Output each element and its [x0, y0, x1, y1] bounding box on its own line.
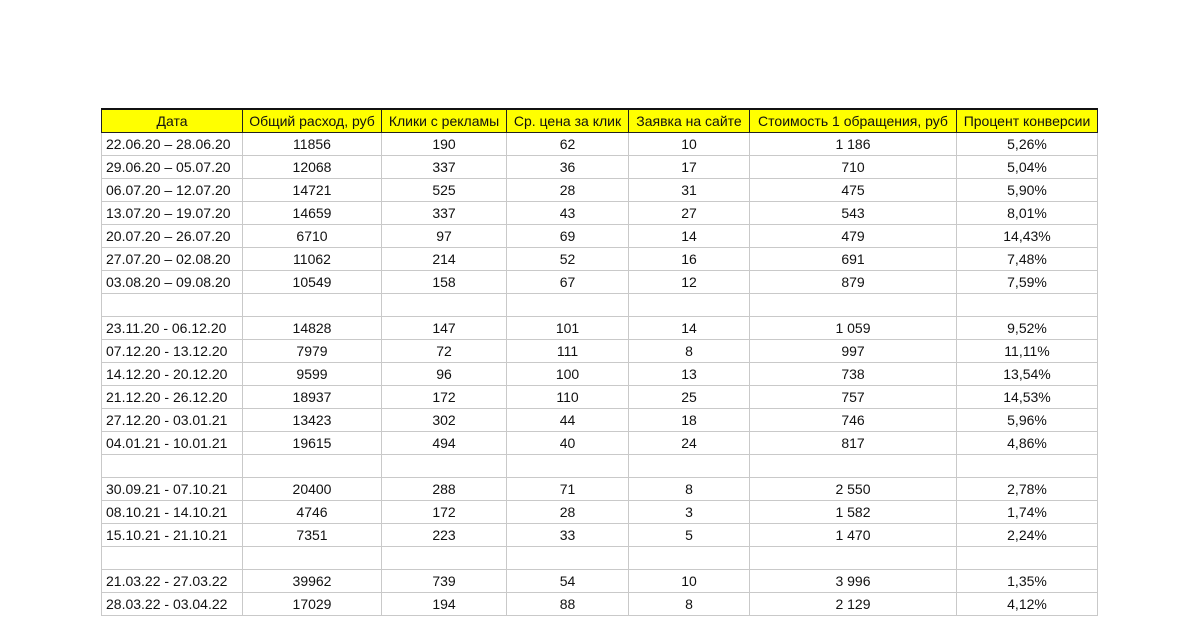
cost-per-request-cell[interactable]: 1 470	[750, 524, 957, 547]
site-requests-cell[interactable]: 10	[629, 570, 750, 593]
table-row	[102, 363, 1098, 386]
date-cell[interactable]: 04.01.21 - 10.01.21	[102, 432, 243, 455]
table-row	[102, 317, 1098, 340]
avg-click-price-cell[interactable]: 67	[507, 271, 629, 294]
date-cell[interactable]: 21.12.20 - 26.12.20	[102, 386, 243, 409]
cost-per-request-cell[interactable]: 879	[750, 271, 957, 294]
avg-click-price-cell[interactable]: 62	[507, 133, 629, 156]
ad-clicks-cell[interactable]: 739	[382, 570, 507, 593]
ad-clicks-cell[interactable]: 190	[382, 133, 507, 156]
date-cell[interactable]: 23.11.20 - 06.12.20	[102, 317, 243, 340]
total-spend-cell[interactable]: 12068	[243, 156, 382, 179]
avg-click-price-cell[interactable]	[507, 455, 629, 478]
date-cell[interactable]: 21.03.22 - 27.03.22	[102, 570, 243, 593]
cost-per-request-cell[interactable]: 710	[750, 156, 957, 179]
site-requests-cell[interactable]: 31	[629, 179, 750, 202]
avg-click-price-cell[interactable]: 111	[507, 340, 629, 363]
conversion-rate-cell[interactable]: 5,26%	[957, 133, 1098, 156]
conversion-rate-cell[interactable]	[957, 455, 1098, 478]
cost-per-request-cell[interactable]: 2 129	[750, 593, 957, 616]
table-row	[102, 593, 1098, 616]
ad-clicks-cell[interactable]: 223	[382, 524, 507, 547]
site-requests-cell[interactable]	[629, 547, 750, 570]
cost-per-request-cell[interactable]: 543	[750, 202, 957, 225]
site-requests-cell[interactable]: 14	[629, 317, 750, 340]
table-row	[102, 225, 1098, 248]
conversion-rate-cell[interactable]: 5,96%	[957, 409, 1098, 432]
site-requests-cell[interactable]: 17	[629, 156, 750, 179]
conversion-rate-cell[interactable]	[957, 547, 1098, 570]
ad-clicks-cell[interactable]: 337	[382, 202, 507, 225]
date-cell[interactable]: 29.06.20 – 05.07.20	[102, 156, 243, 179]
conversion-rate-cell[interactable]: 8,01%	[957, 202, 1098, 225]
avg-click-price-cell[interactable]: 28	[507, 179, 629, 202]
ad-clicks-cell[interactable]: 337	[382, 156, 507, 179]
empty-row	[102, 294, 1098, 317]
cost-per-request-cell[interactable]: 757	[750, 386, 957, 409]
conversion-rate-cell[interactable]: 14,43%	[957, 225, 1098, 248]
table-row	[102, 432, 1098, 455]
avg-click-price-cell[interactable]: 110	[507, 386, 629, 409]
header-cost-per-request[interactable]: Стоимость 1 обращения, руб	[750, 109, 957, 133]
date-cell[interactable]: 15.10.21 - 21.10.21	[102, 524, 243, 547]
site-requests-cell[interactable]: 18	[629, 409, 750, 432]
total-spend-cell[interactable]: 14659	[243, 202, 382, 225]
site-requests-cell[interactable]: 16	[629, 248, 750, 271]
avg-click-price-cell[interactable]: 40	[507, 432, 629, 455]
avg-click-price-cell[interactable]: 71	[507, 478, 629, 501]
empty-row	[102, 547, 1098, 570]
avg-click-price-cell[interactable]: 52	[507, 248, 629, 271]
cost-per-request-cell[interactable]: 2 550	[750, 478, 957, 501]
total-spend-cell[interactable]	[243, 547, 382, 570]
cost-per-request-cell[interactable]: 479	[750, 225, 957, 248]
date-cell[interactable]: 27.12.20 - 03.01.21	[102, 409, 243, 432]
total-spend-cell[interactable]: 13423	[243, 409, 382, 432]
total-spend-cell[interactable]: 7979	[243, 340, 382, 363]
conversion-rate-cell[interactable]: 13,54%	[957, 363, 1098, 386]
total-spend-cell[interactable]: 11062	[243, 248, 382, 271]
cost-per-request-cell[interactable]: 691	[750, 248, 957, 271]
date-cell[interactable]: 14.12.20 - 20.12.20	[102, 363, 243, 386]
table-row	[102, 271, 1098, 294]
cost-per-request-cell[interactable]: 997	[750, 340, 957, 363]
total-spend-cell[interactable]: 11856	[243, 133, 382, 156]
total-spend-cell[interactable]: 17029	[243, 593, 382, 616]
cost-per-request-cell[interactable]	[750, 455, 957, 478]
table-row	[102, 570, 1098, 593]
conversion-rate-cell[interactable]: 1,74%	[957, 501, 1098, 524]
table-row	[102, 478, 1098, 501]
ad-clicks-cell[interactable]: 194	[382, 593, 507, 616]
cost-per-request-cell[interactable]: 1 059	[750, 317, 957, 340]
date-cell[interactable]: 28.03.22 - 03.04.22	[102, 593, 243, 616]
cost-per-request-cell[interactable]	[750, 294, 957, 317]
total-spend-cell[interactable]	[243, 294, 382, 317]
conversion-rate-cell[interactable]: 11,11%	[957, 340, 1098, 363]
conversion-rate-cell[interactable]: 7,59%	[957, 271, 1098, 294]
date-cell[interactable]: 08.10.21 - 14.10.21	[102, 501, 243, 524]
site-requests-cell[interactable]: 13	[629, 363, 750, 386]
conversion-rate-cell[interactable]: 5,04%	[957, 156, 1098, 179]
ad-clicks-cell[interactable]: 525	[382, 179, 507, 202]
ad-clicks-cell[interactable]: 158	[382, 271, 507, 294]
date-cell[interactable]	[102, 547, 243, 570]
cost-per-request-cell[interactable]: 3 996	[750, 570, 957, 593]
site-requests-cell[interactable]: 10	[629, 133, 750, 156]
total-spend-cell[interactable]: 14721	[243, 179, 382, 202]
avg-click-price-cell[interactable]	[507, 547, 629, 570]
site-requests-cell[interactable]: 25	[629, 386, 750, 409]
table-row	[102, 386, 1098, 409]
date-cell[interactable]: 03.08.20 – 09.08.20	[102, 271, 243, 294]
conversion-rate-cell[interactable]: 9,52%	[957, 317, 1098, 340]
table-row	[102, 202, 1098, 225]
site-requests-cell[interactable]: 8	[629, 478, 750, 501]
site-requests-cell[interactable]	[629, 455, 750, 478]
table-row	[102, 340, 1098, 363]
site-requests-cell[interactable]: 24	[629, 432, 750, 455]
table-row	[102, 501, 1098, 524]
total-spend-cell[interactable]: 14828	[243, 317, 382, 340]
cost-per-request-cell[interactable]: 738	[750, 363, 957, 386]
site-requests-cell[interactable]: 3	[629, 501, 750, 524]
ad-clicks-cell[interactable]: 172	[382, 501, 507, 524]
site-requests-cell[interactable]	[629, 294, 750, 317]
table-body	[102, 133, 1098, 616]
avg-click-price-cell[interactable]: 43	[507, 202, 629, 225]
conversion-rate-cell[interactable]: 2,24%	[957, 524, 1098, 547]
header-date[interactable]: Дата	[102, 109, 243, 133]
header-total-spend[interactable]: Общий расход, руб	[243, 109, 382, 133]
cost-per-request-cell[interactable]: 475	[750, 179, 957, 202]
conversion-rate-cell[interactable]: 7,48%	[957, 248, 1098, 271]
site-requests-cell[interactable]: 27	[629, 202, 750, 225]
ad-clicks-cell[interactable]: 172	[382, 386, 507, 409]
table-row	[102, 409, 1098, 432]
avg-click-price-cell[interactable]: 101	[507, 317, 629, 340]
ad-clicks-cell[interactable]: 96	[382, 363, 507, 386]
avg-click-price-cell[interactable]: 54	[507, 570, 629, 593]
ad-clicks-cell[interactable]: 147	[382, 317, 507, 340]
ad-clicks-cell[interactable]: 288	[382, 478, 507, 501]
spreadsheet-table	[101, 108, 1098, 616]
date-cell[interactable]: 20.07.20 – 26.07.20	[102, 225, 243, 248]
empty-row	[102, 455, 1098, 478]
cost-per-request-cell[interactable]	[750, 547, 957, 570]
ad-clicks-cell[interactable]	[382, 455, 507, 478]
avg-click-price-cell[interactable]: 33	[507, 524, 629, 547]
ad-clicks-cell[interactable]: 97	[382, 225, 507, 248]
avg-click-price-cell[interactable]: 69	[507, 225, 629, 248]
conversion-rate-cell[interactable]: 4,86%	[957, 432, 1098, 455]
cost-per-request-cell[interactable]: 817	[750, 432, 957, 455]
total-spend-cell[interactable]: 19615	[243, 432, 382, 455]
site-requests-cell[interactable]: 5	[629, 524, 750, 547]
header-site-requests[interactable]: Заявка на сайте	[629, 109, 750, 133]
total-spend-cell[interactable]: 6710	[243, 225, 382, 248]
conversion-rate-cell[interactable]: 14,53%	[957, 386, 1098, 409]
avg-click-price-cell[interactable]: 28	[507, 501, 629, 524]
site-requests-cell[interactable]: 12	[629, 271, 750, 294]
date-cell[interactable]	[102, 455, 243, 478]
table-row	[102, 248, 1098, 271]
date-cell[interactable]: 30.09.21 - 07.10.21	[102, 478, 243, 501]
avg-click-price-cell[interactable]: 88	[507, 593, 629, 616]
table-row	[102, 524, 1098, 547]
total-spend-cell[interactable]: 39962	[243, 570, 382, 593]
header-avg-click-price[interactable]: Ср. цена за клик	[507, 109, 629, 133]
date-cell[interactable]: 06.07.20 – 12.07.20	[102, 179, 243, 202]
date-cell[interactable]: 13.07.20 – 19.07.20	[102, 202, 243, 225]
header-row	[102, 109, 1098, 133]
date-cell[interactable]: 07.12.20 - 13.12.20	[102, 340, 243, 363]
total-spend-cell[interactable]: 7351	[243, 524, 382, 547]
ad-clicks-cell[interactable]: 214	[382, 248, 507, 271]
table-row	[102, 133, 1098, 156]
total-spend-cell[interactable]: 9599	[243, 363, 382, 386]
total-spend-cell[interactable]: 10549	[243, 271, 382, 294]
conversion-rate-cell[interactable]: 2,78%	[957, 478, 1098, 501]
ad-clicks-cell[interactable]	[382, 547, 507, 570]
total-spend-cell[interactable]: 4746	[243, 501, 382, 524]
avg-click-price-cell[interactable]: 100	[507, 363, 629, 386]
cost-per-request-cell[interactable]: 1 186	[750, 133, 957, 156]
cost-per-request-cell[interactable]: 1 582	[750, 501, 957, 524]
header-ad-clicks[interactable]: Клики с рекламы	[382, 109, 507, 133]
total-spend-cell[interactable]	[243, 455, 382, 478]
conversion-rate-cell[interactable]	[957, 294, 1098, 317]
header-conversion-rate[interactable]: Процент конверсии	[957, 109, 1098, 133]
conversion-rate-cell[interactable]: 4,12%	[957, 593, 1098, 616]
ad-clicks-cell[interactable]: 302	[382, 409, 507, 432]
cost-per-request-cell[interactable]: 746	[750, 409, 957, 432]
site-requests-cell[interactable]: 8	[629, 340, 750, 363]
total-spend-cell[interactable]: 20400	[243, 478, 382, 501]
date-cell[interactable]: 27.07.20 – 02.08.20	[102, 248, 243, 271]
ad-clicks-cell[interactable]	[382, 294, 507, 317]
site-requests-cell[interactable]: 8	[629, 593, 750, 616]
avg-click-price-cell[interactable]: 44	[507, 409, 629, 432]
total-spend-cell[interactable]: 18937	[243, 386, 382, 409]
site-requests-cell[interactable]: 14	[629, 225, 750, 248]
table-row	[102, 179, 1098, 202]
avg-click-price-cell[interactable]	[507, 294, 629, 317]
ad-clicks-cell[interactable]: 72	[382, 340, 507, 363]
avg-click-price-cell[interactable]: 36	[507, 156, 629, 179]
conversion-rate-cell[interactable]: 1,35%	[957, 570, 1098, 593]
date-cell[interactable]: 22.06.20 – 28.06.20	[102, 133, 243, 156]
ad-clicks-cell[interactable]: 494	[382, 432, 507, 455]
table-row	[102, 156, 1098, 179]
date-cell[interactable]	[102, 294, 243, 317]
conversion-rate-cell[interactable]: 5,90%	[957, 179, 1098, 202]
